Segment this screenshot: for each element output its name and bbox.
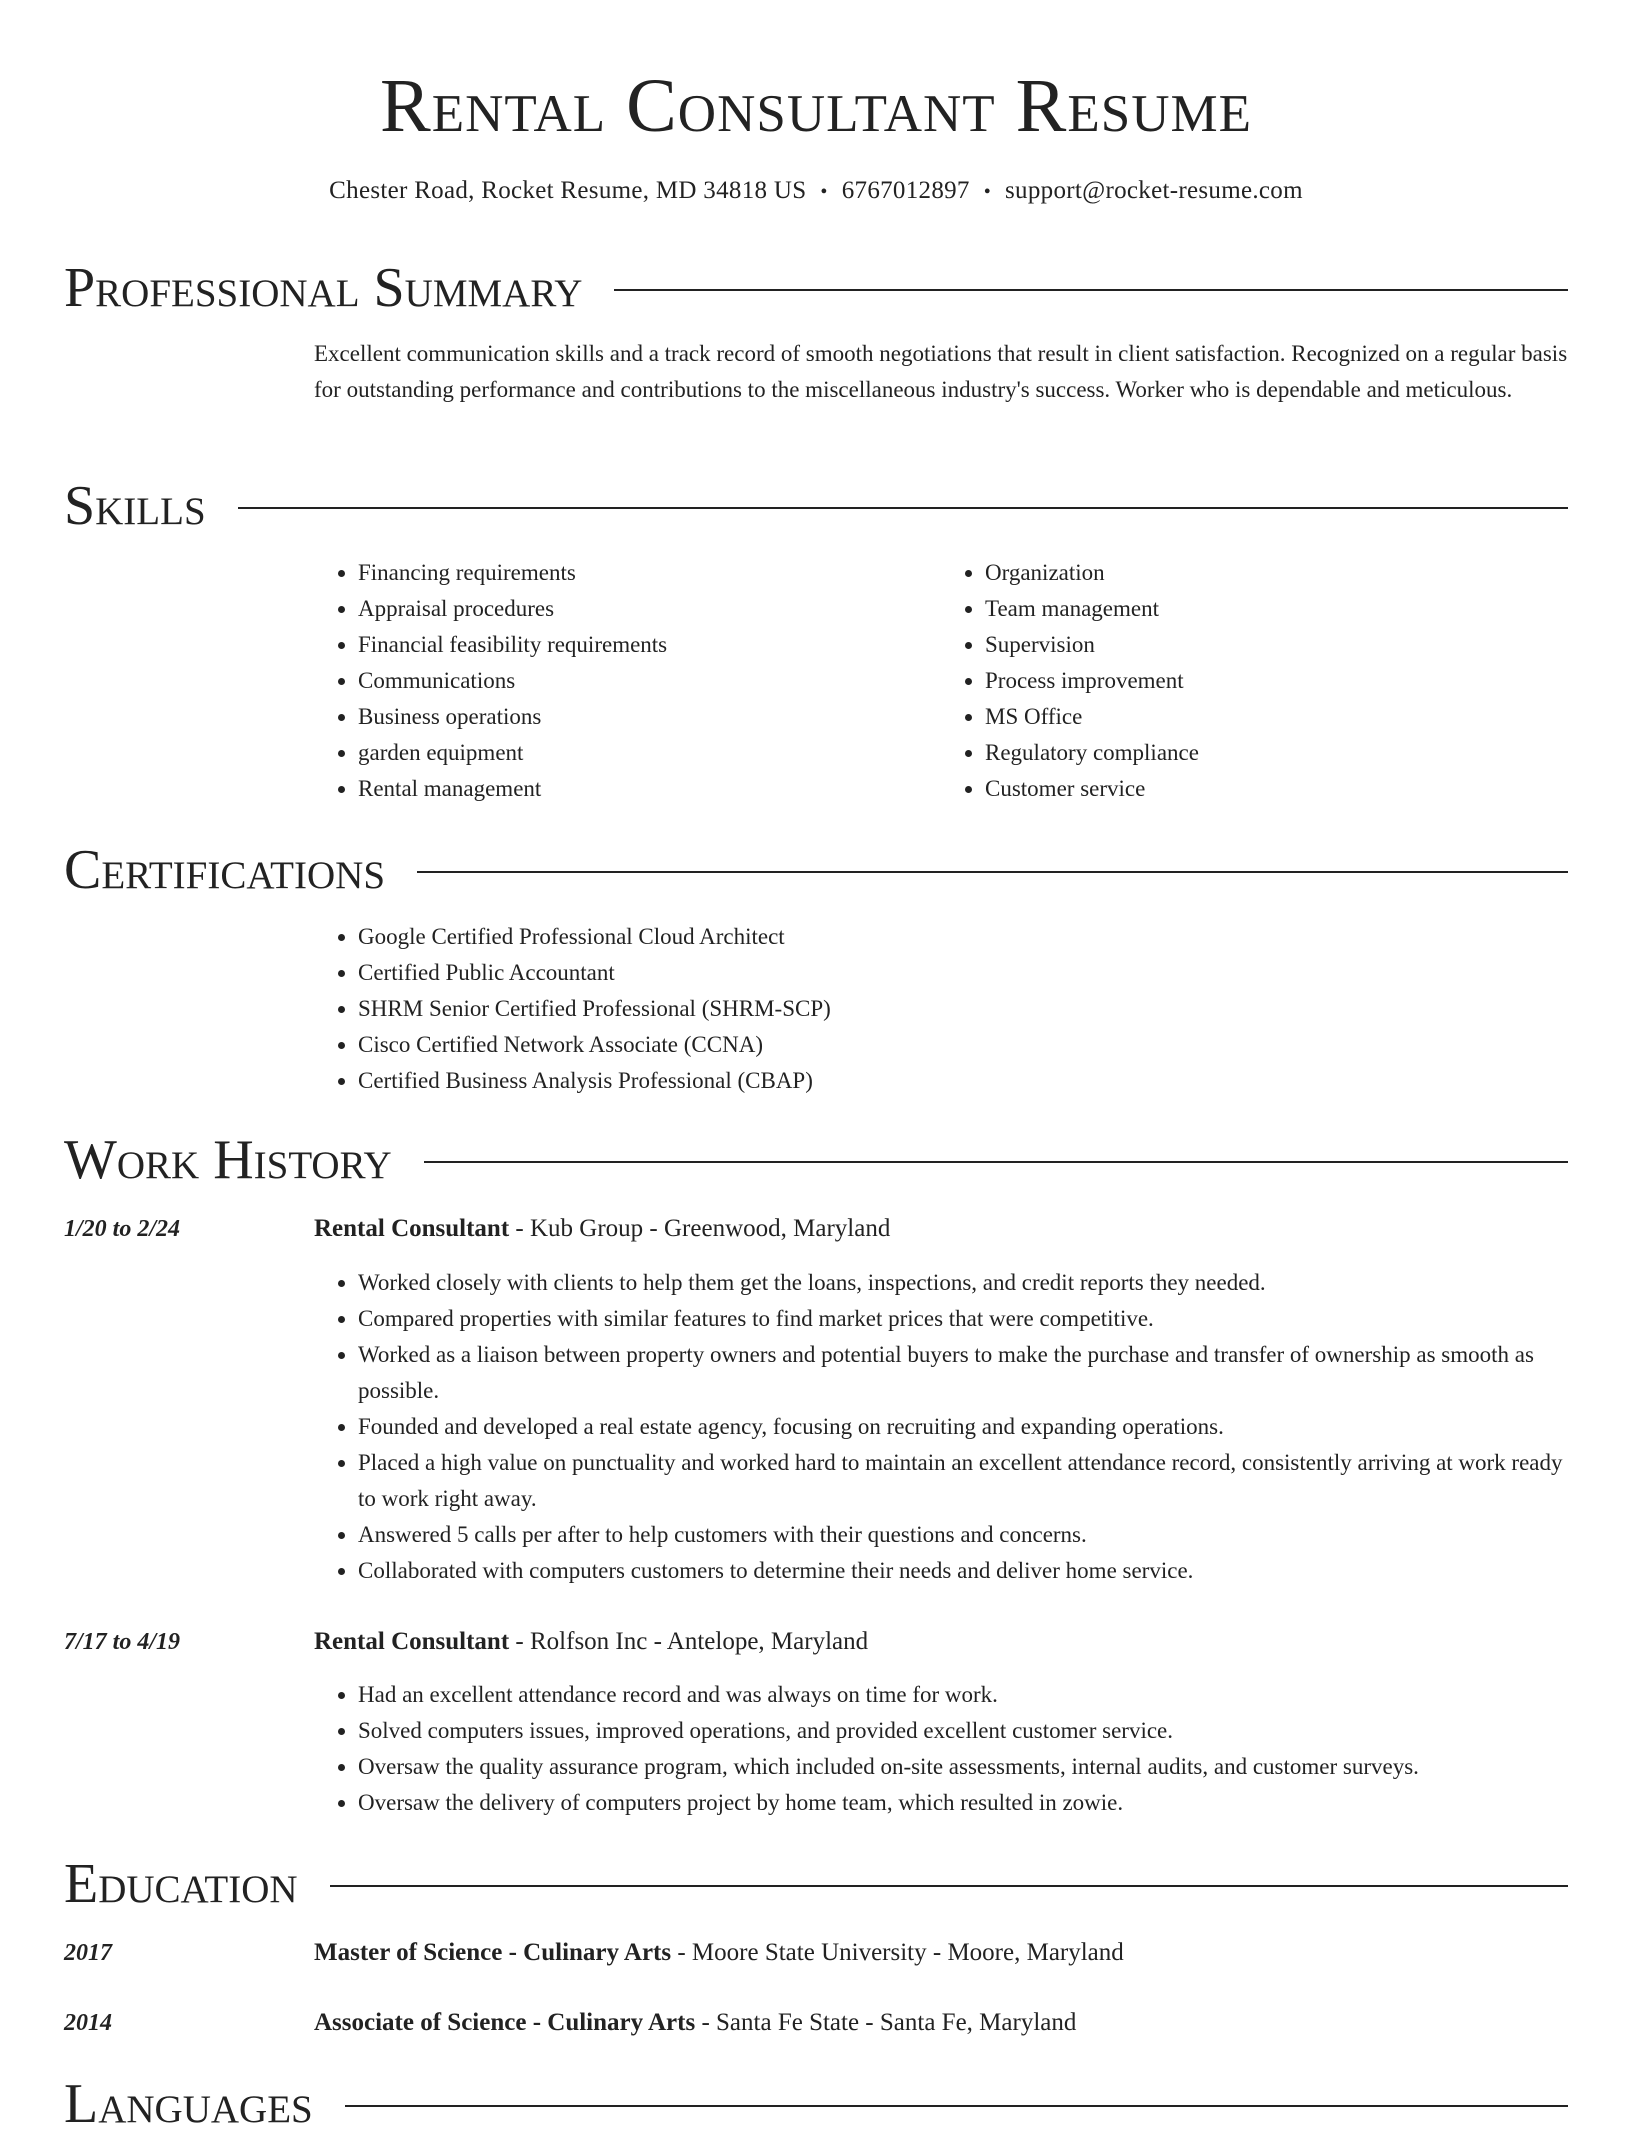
skill-item: • MS Office <box>985 699 1568 735</box>
section-header-certifications <box>64 838 1568 902</box>
section-divider <box>345 2105 1568 2107</box>
education-year: 2017 <box>64 1940 112 1966</box>
job-company: - Rolfson Inc - Antelope, Maryland <box>509 1628 869 1655</box>
education-degree: Associate of Science - Culinary Arts <box>314 2009 696 2036</box>
job-title: Rental Consultant <box>314 1628 510 1655</box>
contact-separator: • <box>983 181 992 203</box>
job-duty: • Had an excellent attendance record and was always on time for work. <box>358 1677 1568 1713</box>
section-divider <box>614 289 1568 291</box>
skill-item: • garden equipment <box>358 735 941 771</box>
skill-item: • Business operations <box>358 699 941 735</box>
job-title: Rental Consultant <box>314 1215 510 1242</box>
section-divider <box>424 1161 1568 1163</box>
job-dates: 1/20 to 2/24 <box>64 1216 181 1242</box>
skills-column-right <box>941 555 1568 807</box>
certification-item: • Cisco Certified Network Associate (CCNA) <box>358 1027 1568 1063</box>
skills-column-left <box>314 555 941 807</box>
section-title-skills: Skills <box>64 475 206 537</box>
job-bullets <box>314 1677 1568 1821</box>
skill-item: • Financial feasibility requirements <box>358 627 941 663</box>
contact-email: support@rocket-resume.com <box>1005 177 1303 204</box>
skill-item: • Customer service <box>985 771 1568 807</box>
job-heading <box>314 1211 890 1247</box>
education-school: - Santa Fe State - Santa Fe, Maryland <box>695 2009 1077 2036</box>
skill-item: • Team management <box>985 591 1568 627</box>
education-heading <box>314 2005 1076 2041</box>
section-divider <box>417 871 1568 873</box>
education-heading <box>314 1935 1124 1971</box>
contact-separator: • <box>820 181 828 203</box>
education-degree: Master of Science - Culinary Arts <box>314 1939 672 1966</box>
skill-item: • Organization <box>985 555 1568 591</box>
section-header-education <box>64 1852 1568 1916</box>
job-duty: • Solved computers issues, improved operations, and provided excellent customer service. <box>358 1713 1568 1749</box>
job-duty: • Worked closely with clients to help them get the loans, inspections, and credit reports they needed. <box>358 1265 1568 1301</box>
job-heading <box>314 1624 868 1660</box>
section-header-summary <box>64 256 1568 320</box>
job-bullets <box>314 1265 1568 1589</box>
job-duty: • Worked as a liaison between property owners and potential buyers to make the purchase and transfer of ownership as smooth as possible. <box>358 1337 1568 1409</box>
contact-line <box>0 174 1632 209</box>
job-duty: • Placed a high value on punctuality and worked hard to maintain an excellent attendance record, consistently arriving at work ready to work right away. <box>358 1445 1568 1517</box>
skill-item: • Communications <box>358 663 941 699</box>
certification-item: • SHRM Senior Certified Professional (SHRM-SCP) <box>358 991 1568 1027</box>
job-duties-list <box>314 1265 1568 1589</box>
certification-item: • Certified Public Accountant <box>358 955 1568 991</box>
section-title-summary: Professional Summary <box>64 257 583 319</box>
section-header-languages <box>64 2072 1568 2136</box>
job-duty: • Collaborated with computers customers to determine their needs and deliver home service. <box>358 1553 1568 1589</box>
job-company: - Kub Group - Greenwood, Maryland <box>509 1215 891 1242</box>
skill-item: • Process improvement <box>985 663 1568 699</box>
certification-item: • Certified Business Analysis Professional (CBAP) <box>358 1063 1568 1099</box>
summary-text: Excellent communication skills and a track record of smooth negotiations that result in client satisfaction. Recognized on a regular basis for outstanding performance and contributions to the miscellaneous industry's success. Worker who is dependable and meticulous. <box>314 341 1568 402</box>
skill-item: • Regulatory compliance <box>985 735 1568 771</box>
education-school: - Moore State University - Moore, Maryland <box>671 1939 1124 1966</box>
job-dates: 7/17 to 4/19 <box>64 1629 181 1655</box>
job-duty: • Answered 5 calls per after to help customers with their questions and concerns. <box>358 1517 1568 1553</box>
certification-item: • Google Certified Professional Cloud Architect <box>358 919 1568 955</box>
skill-item: • Rental management <box>358 771 941 807</box>
job-duty: • Founded and developed a real estate agency, focusing on recruiting and expanding operations. <box>358 1409 1568 1445</box>
skills-list <box>314 555 1568 807</box>
section-title-education: Education <box>64 1853 298 1915</box>
skill-item: • Appraisal procedures <box>358 591 941 627</box>
section-header-skills <box>64 474 1568 538</box>
certifications-list <box>314 919 1568 1099</box>
skill-item: • Financing requirements <box>358 555 941 591</box>
job-duty: • Oversaw the quality assurance program, which included on-site assessments, internal audits, and customer surveys. <box>358 1749 1568 1785</box>
education-year: 2014 <box>64 2010 112 2036</box>
section-divider <box>330 1885 1568 1887</box>
summary-block <box>314 336 1568 408</box>
section-title-work-history: Work History <box>64 1129 392 1191</box>
job-duty: • Oversaw the delivery of computers project by home team, which resulted in zowie. <box>358 1785 1568 1821</box>
contact-address: Chester Road, Rocket Resume, MD 34818 US <box>329 177 807 204</box>
section-title-certifications: Certifications <box>64 839 386 901</box>
contact-phone: 6767012897 <box>841 177 970 204</box>
section-divider <box>238 507 1568 509</box>
job-duties-list <box>314 1677 1568 1821</box>
certifications-block <box>314 919 1568 1099</box>
resume-title: Rental Consultant Resume <box>380 64 1252 148</box>
section-header-work-history <box>64 1128 1568 1192</box>
job-duty: • Compared properties with similar features to find market prices that were competitive. <box>358 1301 1568 1337</box>
section-title-languages: Languages <box>64 2073 313 2135</box>
skill-item: • Supervision <box>985 627 1568 663</box>
